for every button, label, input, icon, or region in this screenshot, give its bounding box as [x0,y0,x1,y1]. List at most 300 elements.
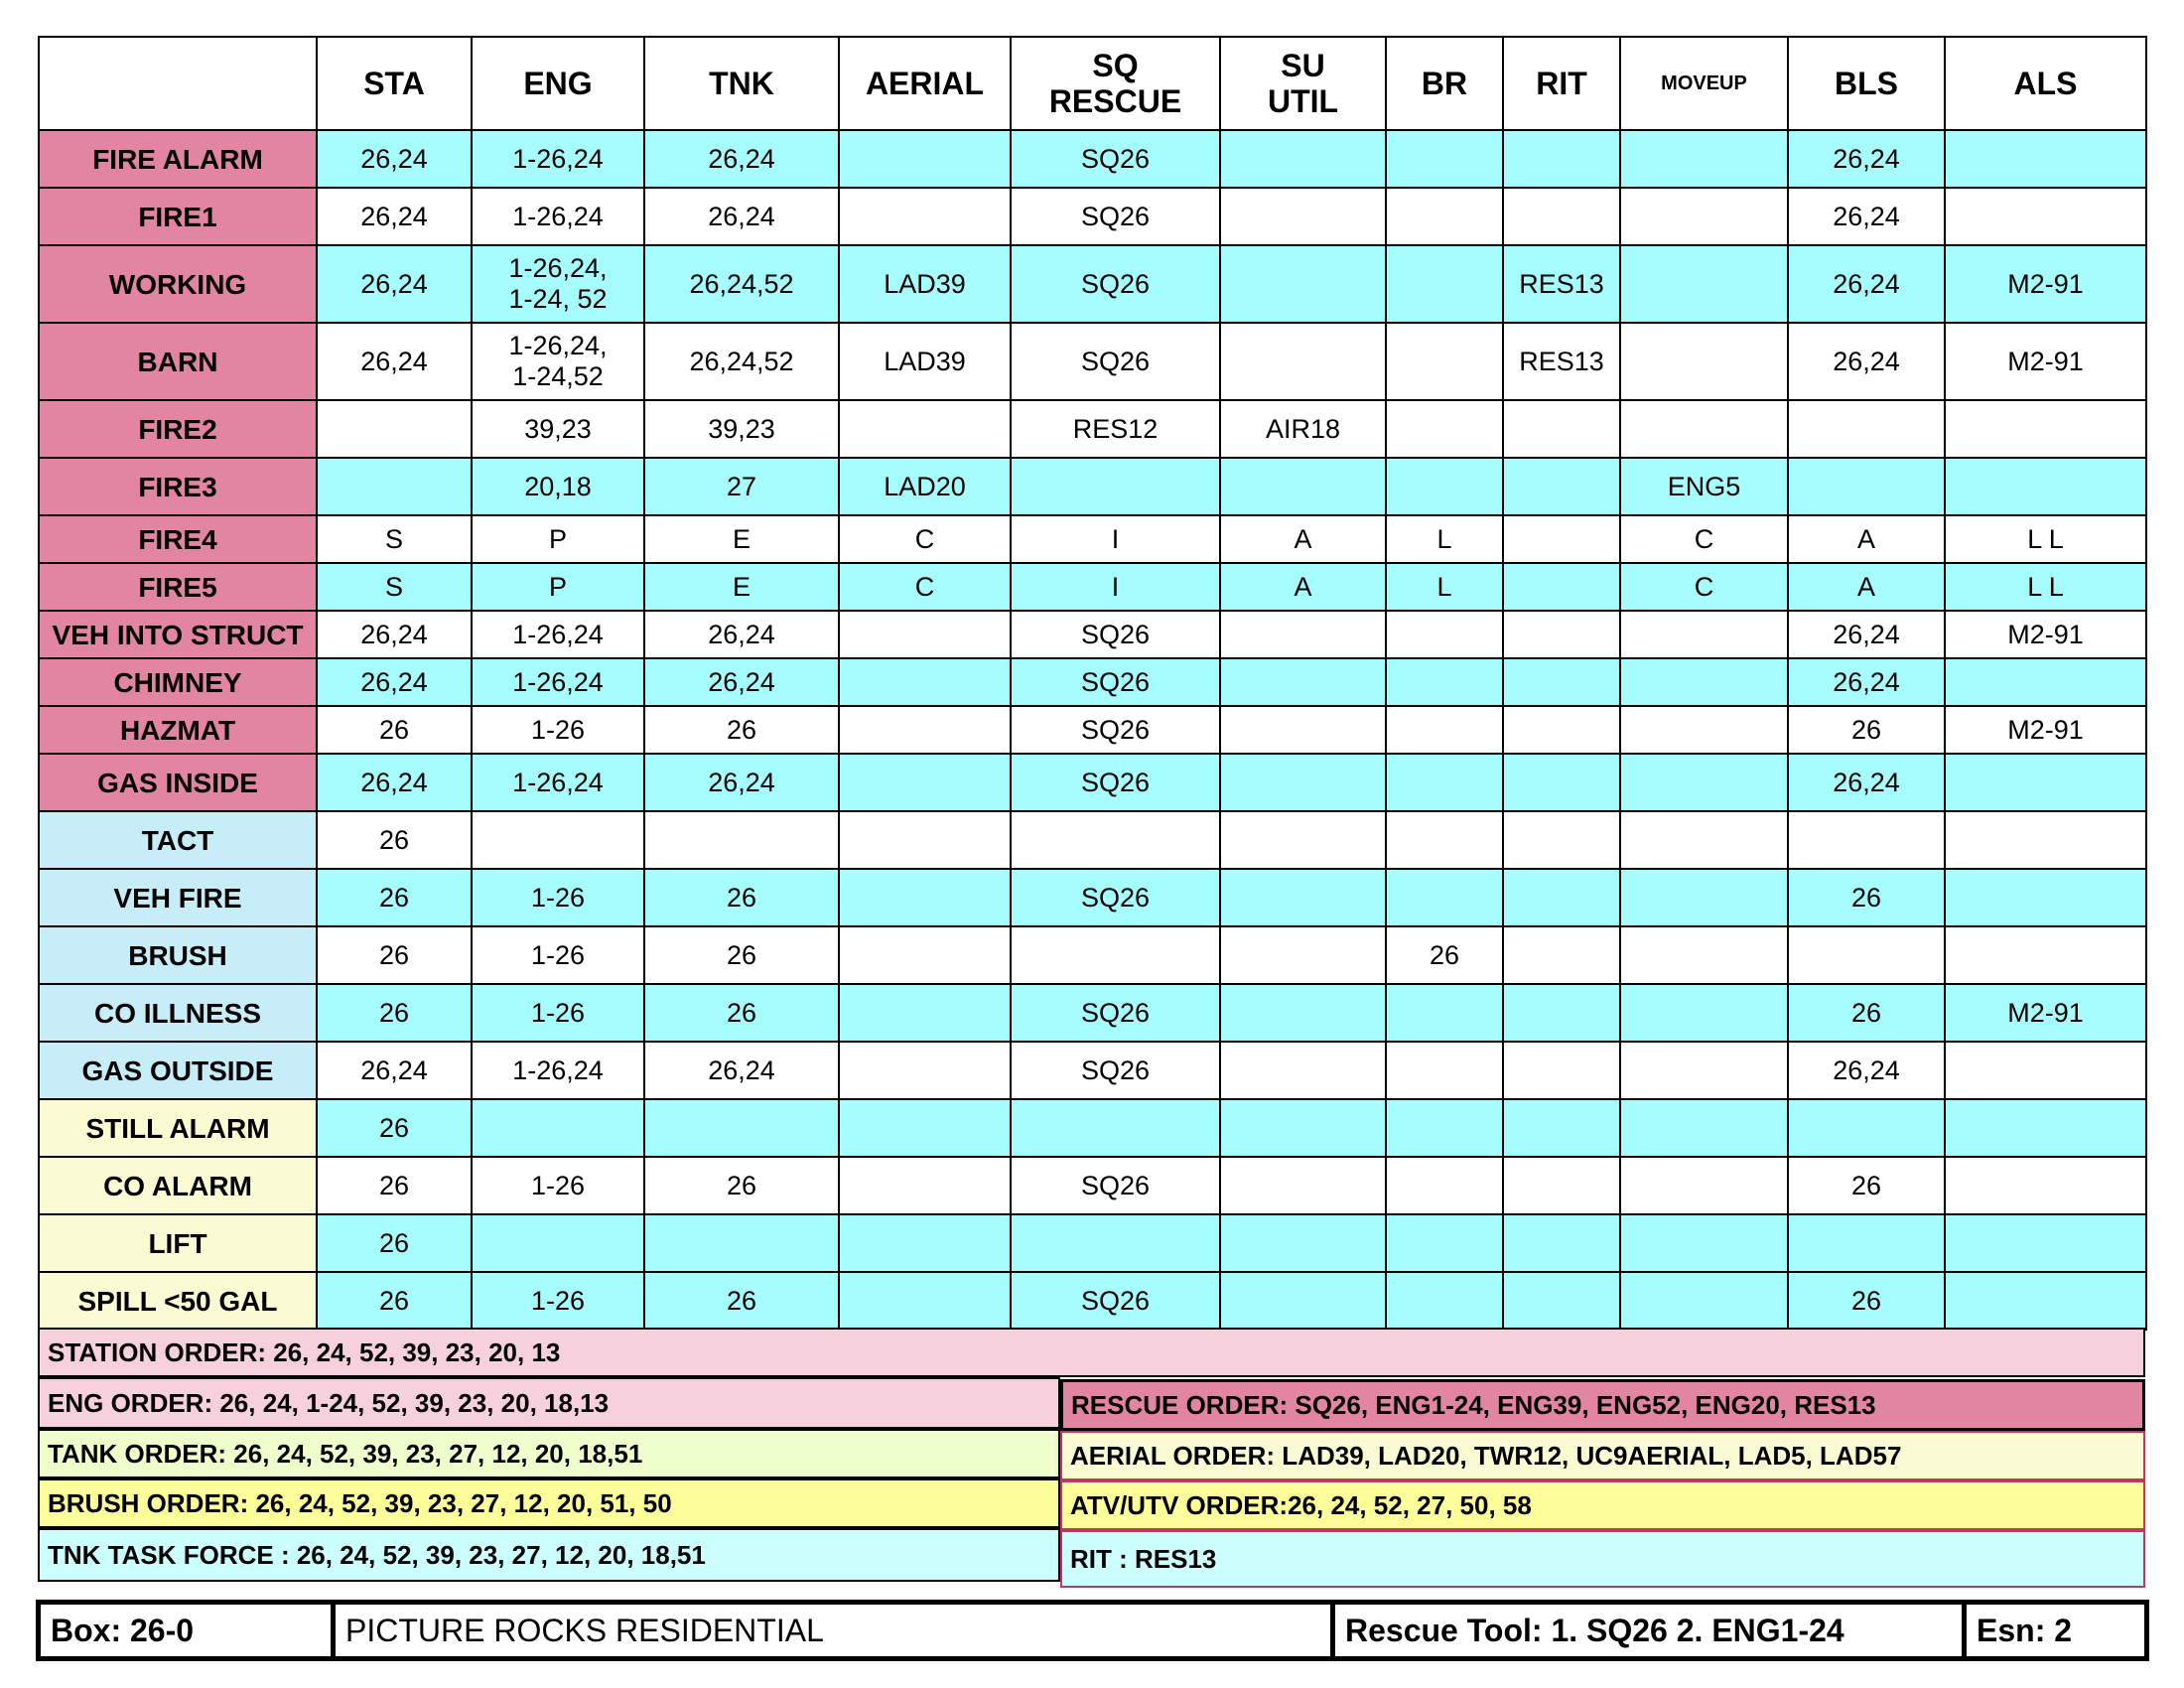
esn-number: Esn: 2 [1962,1605,2144,1656]
assignment-cell: 1-26,24, 1-24, 52 [472,245,644,323]
header-row [39,37,2146,130]
tank-order: TANK ORDER: 26, 24, 52, 39, 23, 27, 12, 20, 18,51 [38,1429,1060,1478]
assignment-cell: 26,24 [644,611,839,658]
assignment-cell [1386,811,1503,869]
assignment-cell [1503,400,1620,458]
column-header-line: RESCUE [1048,83,1182,119]
assignment-cell [1220,1157,1386,1214]
assignment-cell [1220,754,1386,811]
assignment-cell: SQ26 [1011,1042,1220,1099]
assignment-cell [1386,611,1503,658]
assignment-cell [644,1214,839,1272]
column-header-line: UTIL [1267,83,1339,119]
assignment-cell [1503,188,1620,245]
incident-type-label: CO ILLNESS [39,984,317,1042]
assignment-cell: 26 [317,706,472,754]
assignment-cell: P [472,563,644,611]
assignment-cell: 26,24 [644,188,839,245]
assignment-cell [1503,706,1620,754]
assignment-cell: P [472,515,644,563]
table-row [39,400,2146,458]
assignment-cell: 26 [1788,984,1945,1042]
assignment-cell: I [1011,563,1220,611]
assignment-cell: L L [1945,515,2146,563]
assignment-cell: SQ26 [1011,245,1220,323]
assignment-cell: 26,24,52 [644,245,839,323]
assignment-cell [839,811,1011,869]
assignment-cell [1620,1272,1788,1330]
assignment-cell: 26 [317,984,472,1042]
assignment-cell: 26 [317,869,472,926]
assignment-cell: 1-26,24 [472,754,644,811]
assignment-cell: C [839,563,1011,611]
incident-type-label: CHIMNEY [39,658,317,706]
assignment-cell [839,926,1011,984]
header-corner [39,37,317,130]
eng-order: ENG ORDER: 26, 24, 1-24, 52, 39, 23, 20, 18,13 [38,1377,1060,1429]
assignment-cell [1788,1099,1945,1157]
table-row [39,611,2146,658]
table-row [39,130,2146,188]
assignment-cell [1386,458,1503,515]
assignment-cell [839,611,1011,658]
assignment-cell [1788,400,1945,458]
assignment-cell: SQ26 [1011,1157,1220,1214]
table-row [39,754,2146,811]
assignment-cell [644,811,839,869]
assignment-cell [1503,611,1620,658]
assignment-cell [317,400,472,458]
assignment-cell [839,1214,1011,1272]
assignment-cell: 26,24 [1788,611,1945,658]
assignment-cell [1220,658,1386,706]
assignment-cell: 26,24 [1788,130,1945,188]
column-header [317,37,472,130]
assignment-cell: 20,18 [472,458,644,515]
column-header [1788,37,1945,130]
assignment-cell: 26,24 [317,611,472,658]
assignment-cell: 1-26 [472,706,644,754]
assignment-cell [1620,1042,1788,1099]
assignment-cell [1220,1099,1386,1157]
assignment-cell: 26,24 [317,130,472,188]
tnk-task-force: TNK TASK FORCE : 26, 24, 52, 39, 23, 27, 12, 20, 18,51 [38,1528,1060,1582]
assignment-cell [1620,245,1788,323]
footer-bar [36,1600,2149,1661]
assignment-cell: 26 [1788,869,1945,926]
assignment-cell [1620,400,1788,458]
assignment-cell [1620,323,1788,400]
assignment-cell [1503,926,1620,984]
assignment-cell [644,1099,839,1157]
assignment-cell: 26 [317,1099,472,1157]
incident-type-label: BRUSH [39,926,317,984]
assignment-cell [1386,658,1503,706]
assignment-cell: RES13 [1503,323,1620,400]
assignment-cell [1945,658,2146,706]
assignment-cell: 1-26,24 [472,1042,644,1099]
assignment-cell: A [1220,563,1386,611]
order-panel [38,1328,2145,1590]
assignment-cell: 26,24 [1788,188,1945,245]
table-row [39,1099,2146,1157]
assignment-cell: 26,24 [317,245,472,323]
box-number: Box: 26-0 [51,1612,195,1648]
incident-type-label: VEH INTO STRUCT [39,611,317,658]
assignment-cell: 26 [317,926,472,984]
assignment-cell [839,658,1011,706]
table-row [39,563,2146,611]
assignment-cell: 26 [644,869,839,926]
assignment-cell [839,188,1011,245]
assignment-cell [1945,400,2146,458]
assignment-cell [839,1042,1011,1099]
assignment-cell: 26,24 [317,658,472,706]
column-header [1011,37,1220,130]
assignment-cell [1011,926,1220,984]
assignment-cell [1386,188,1503,245]
assignment-cell [1945,811,2146,869]
column-header-line: TNK [709,66,774,101]
rescue-tool: Rescue Tool: 1. SQ26 2. ENG1-24 [1330,1605,1962,1656]
assignment-cell: SQ26 [1011,188,1220,245]
assignment-cell: 1-26 [472,984,644,1042]
incident-type-label: STILL ALARM [39,1099,317,1157]
assignment-cell [1220,926,1386,984]
assignment-cell [1220,706,1386,754]
assignment-cell [1620,811,1788,869]
incident-type-label: FIRE5 [39,563,317,611]
assignment-cell: C [1620,515,1788,563]
assignment-cell: SQ26 [1011,869,1220,926]
assignment-cell: 1-26,24 [472,188,644,245]
assignment-cell: M2-91 [1945,611,2146,658]
assignment-cell: L [1386,515,1503,563]
assignment-cell [472,1214,644,1272]
assignment-cell [1220,1042,1386,1099]
assignment-cell: 26 [644,1157,839,1214]
assignment-cell [1220,984,1386,1042]
incident-type-label: HAZMAT [39,706,317,754]
assignment-cell [1220,869,1386,926]
assignment-cell [1620,130,1788,188]
incident-type-label: FIRE ALARM [39,130,317,188]
table-row [39,926,2146,984]
assignment-cell: 26 [317,1157,472,1214]
assignment-cell: 26 [317,811,472,869]
column-header [839,37,1011,130]
assignment-cell: SQ26 [1011,706,1220,754]
assignment-cell [1503,1099,1620,1157]
table-row [39,706,2146,754]
assignment-cell [1945,458,2146,515]
assignment-cell [1386,130,1503,188]
column-header [1220,37,1386,130]
incident-type-label: WORKING [39,245,317,323]
assignment-cell [1503,1042,1620,1099]
assignment-cell: 26 [1788,1157,1945,1214]
table-row [39,811,2146,869]
assignment-cell [1011,811,1220,869]
incident-type-label: GAS OUTSIDE [39,1042,317,1099]
table-row [39,869,2146,926]
assignment-cell: C [1620,563,1788,611]
assignment-cell [1945,1214,2146,1272]
column-header-line: RIT [1536,66,1587,101]
assignment-cell: LAD39 [839,245,1011,323]
assignment-cell [1503,984,1620,1042]
assignment-cell: LAD20 [839,458,1011,515]
assignment-cell [1788,1214,1945,1272]
assignment-cell: 1-26,24 [472,658,644,706]
assignment-cell: RES12 [1011,400,1220,458]
assignment-cell: S [317,515,472,563]
incident-type-label: FIRE3 [39,458,317,515]
assignment-cell [1945,1272,2146,1330]
column-header-line: ENG [523,66,593,101]
assignment-cell: 26 [644,926,839,984]
assignment-cell: M2-91 [1945,245,2146,323]
assignment-cell [1945,188,2146,245]
assignment-cell [1503,1157,1620,1214]
assignment-cell: SQ26 [1011,1272,1220,1330]
assignment-cell [1011,1099,1220,1157]
assignment-cell: AIR18 [1220,400,1386,458]
table-row [39,323,2146,400]
assignment-cell: 1-26,24 [472,130,644,188]
assignment-cell [839,754,1011,811]
table-row [39,1214,2146,1272]
assignment-cell: 1-26 [472,926,644,984]
assignment-cell: 26,24 [1788,658,1945,706]
column-header [472,37,644,130]
assignment-cell: RES13 [1503,245,1620,323]
assignment-cell: 39,23 [472,400,644,458]
assignment-cell: 1-26,24, 1-24,52 [472,323,644,400]
table-row [39,458,2146,515]
assignment-cell [1620,611,1788,658]
aerial-order: AERIAL ORDER: LAD39, LAD20, TWR12, UC9AERIAL, LAD5, LAD57 [1060,1431,2145,1480]
assignment-cell: SQ26 [1011,658,1220,706]
table-row [39,658,2146,706]
column-header-line: BR [1421,66,1468,101]
assignment-cell [1386,1042,1503,1099]
assignment-cell [1386,1099,1503,1157]
incident-type-label: SPILL <50 GAL [39,1272,317,1330]
assignment-cell: 26 [1788,1272,1945,1330]
assignment-cell: 26 [1788,706,1945,754]
assignment-cell [1788,926,1945,984]
column-header-line: STA [363,66,425,101]
assignment-cell [1503,458,1620,515]
table-row [39,1157,2146,1214]
assignment-cell: C [839,515,1011,563]
assignment-cell [1220,323,1386,400]
incident-type-label: GAS INSIDE [39,754,317,811]
assignment-cell [839,1272,1011,1330]
assignment-cell [1503,658,1620,706]
column-header [1386,37,1503,130]
assignment-cell: SQ26 [1011,323,1220,400]
column-header-line: SQ [1092,48,1139,83]
assignment-cell: ENG5 [1620,458,1788,515]
rit-order: RIT : RES13 [1060,1530,2145,1588]
assignment-cell: I [1011,515,1220,563]
assignment-cell [839,1099,1011,1157]
assignment-cell: SQ26 [1011,611,1220,658]
assignment-cell [839,400,1011,458]
assignment-cell [472,811,644,869]
assignment-cell: 1-26 [472,1272,644,1330]
assignment-cell [1945,1042,2146,1099]
dispatch-matrix-table [38,36,2147,1331]
assignment-cell [1945,754,2146,811]
incident-type-label: FIRE4 [39,515,317,563]
assignment-cell: A [1788,563,1945,611]
assignment-cell [1386,323,1503,400]
assignment-cell: 26,24 [1788,754,1945,811]
assignment-cell: M2-91 [1945,984,2146,1042]
assignment-cell: 39,23 [644,400,839,458]
table-row [39,515,2146,563]
assignment-cell [1220,130,1386,188]
assignment-cell [839,706,1011,754]
assignment-cell [1620,754,1788,811]
assignment-cell: A [1788,515,1945,563]
assignment-cell [1503,1214,1620,1272]
assignment-cell: 1-26,24 [472,611,644,658]
assignment-cell [1620,984,1788,1042]
assignment-cell [1220,245,1386,323]
assignment-cell: 1-26 [472,869,644,926]
table-row [39,984,2146,1042]
assignment-cell: 26 [644,706,839,754]
incident-type-label: FIRE1 [39,188,317,245]
assignment-cell [1788,458,1945,515]
table-row [39,245,2146,323]
assignment-cell [1503,811,1620,869]
assignment-cell: 26,24 [644,754,839,811]
column-header-line: ALS [2013,66,2078,101]
assignment-cell [1220,188,1386,245]
assignment-cell [1386,984,1503,1042]
atv-utv-order: ATV/UTV ORDER:26, 24, 52, 27, 50, 58 [1060,1480,2145,1530]
table-body [39,130,2146,1330]
assignment-cell [317,458,472,515]
assignment-cell: 26,24 [1788,245,1945,323]
assignment-cell: S [317,563,472,611]
assignment-cell [1620,869,1788,926]
assignment-cell: M2-91 [1945,706,2146,754]
assignment-cell: L L [1945,563,2146,611]
assignment-cell [1220,1214,1386,1272]
assignment-cell: 26 [1386,926,1503,984]
assignment-cell [1386,1272,1503,1330]
column-header-line: AERIAL [865,66,985,101]
incident-type-label: TACT [39,811,317,869]
assignment-cell [1386,706,1503,754]
assignment-cell: E [644,515,839,563]
assignment-cell [1620,1157,1788,1214]
assignment-cell [1945,130,2146,188]
assignment-cell: SQ26 [1011,984,1220,1042]
assignment-cell [1386,400,1503,458]
brush-order: BRUSH ORDER: 26, 24, 52, 39, 23, 27, 12, 20, 51, 50 [38,1478,1060,1528]
assignment-cell [1386,869,1503,926]
column-header [1945,37,2146,130]
assignment-cell: 26,24 [317,188,472,245]
assignment-cell: SQ26 [1011,754,1220,811]
column-header-line: BLS [1835,66,1898,101]
assignment-cell [1620,1214,1788,1272]
station-order: STATION ORDER: 26, 24, 52, 39, 23, 20, 13 [38,1328,2145,1377]
assignment-cell [1220,1272,1386,1330]
assignment-cell [1220,611,1386,658]
rescue-order: RESCUE ORDER: SQ26, ENG1-24, ENG39, ENG52, ENG20, RES13 [1060,1379,2145,1431]
incident-type-label: VEH FIRE [39,869,317,926]
assignment-cell: L [1386,563,1503,611]
assignment-cell [472,1099,644,1157]
assignment-cell [1386,754,1503,811]
assignment-cell: 26,24 [644,1042,839,1099]
assignment-cell [839,1157,1011,1214]
assignment-cell: 26 [317,1214,472,1272]
assignment-cell: 26,24 [1788,1042,1945,1099]
assignment-cell [839,130,1011,188]
assignment-cell [1503,563,1620,611]
assignment-cell [1011,1214,1220,1272]
incident-type-label: CO ALARM [39,1157,317,1214]
column-header [1503,37,1620,130]
assignment-cell: 26,24 [317,323,472,400]
assignment-cell: 26 [644,984,839,1042]
assignment-cell: 26,24 [317,1042,472,1099]
assignment-cell [1945,869,2146,926]
assignment-cell: 1-26 [472,1157,644,1214]
assignment-cell: 26,24 [644,130,839,188]
assignment-cell: 26,24 [644,658,839,706]
table-row [39,1272,2146,1330]
assignment-cell [1220,811,1386,869]
column-header-line: SU [1281,48,1325,83]
assignment-cell: A [1220,515,1386,563]
incident-type-label: LIFT [39,1214,317,1272]
assignment-cell: 26,24 [1788,323,1945,400]
assignment-cell [839,984,1011,1042]
assignment-cell [1945,1099,2146,1157]
incident-type-label: BARN [39,323,317,400]
column-header-line: MOVEUP [1661,72,1747,94]
assignment-cell: 26 [644,1272,839,1330]
assignment-cell: 27 [644,458,839,515]
assignment-cell [1945,926,2146,984]
assignment-cell: 26 [317,1272,472,1330]
assignment-cell [1503,130,1620,188]
assignment-cell: LAD39 [839,323,1011,400]
assignment-cell: M2-91 [1945,323,2146,400]
assignment-cell [1503,1272,1620,1330]
assignment-cell [1386,245,1503,323]
column-header [644,37,839,130]
assignment-cell: 26,24 [317,754,472,811]
column-header [1620,37,1788,130]
assignment-cell: E [644,563,839,611]
assignment-cell [1620,706,1788,754]
assignment-cell [839,869,1011,926]
assignment-cell: SQ26 [1011,130,1220,188]
assignment-cell [1503,515,1620,563]
assignment-cell [1620,188,1788,245]
